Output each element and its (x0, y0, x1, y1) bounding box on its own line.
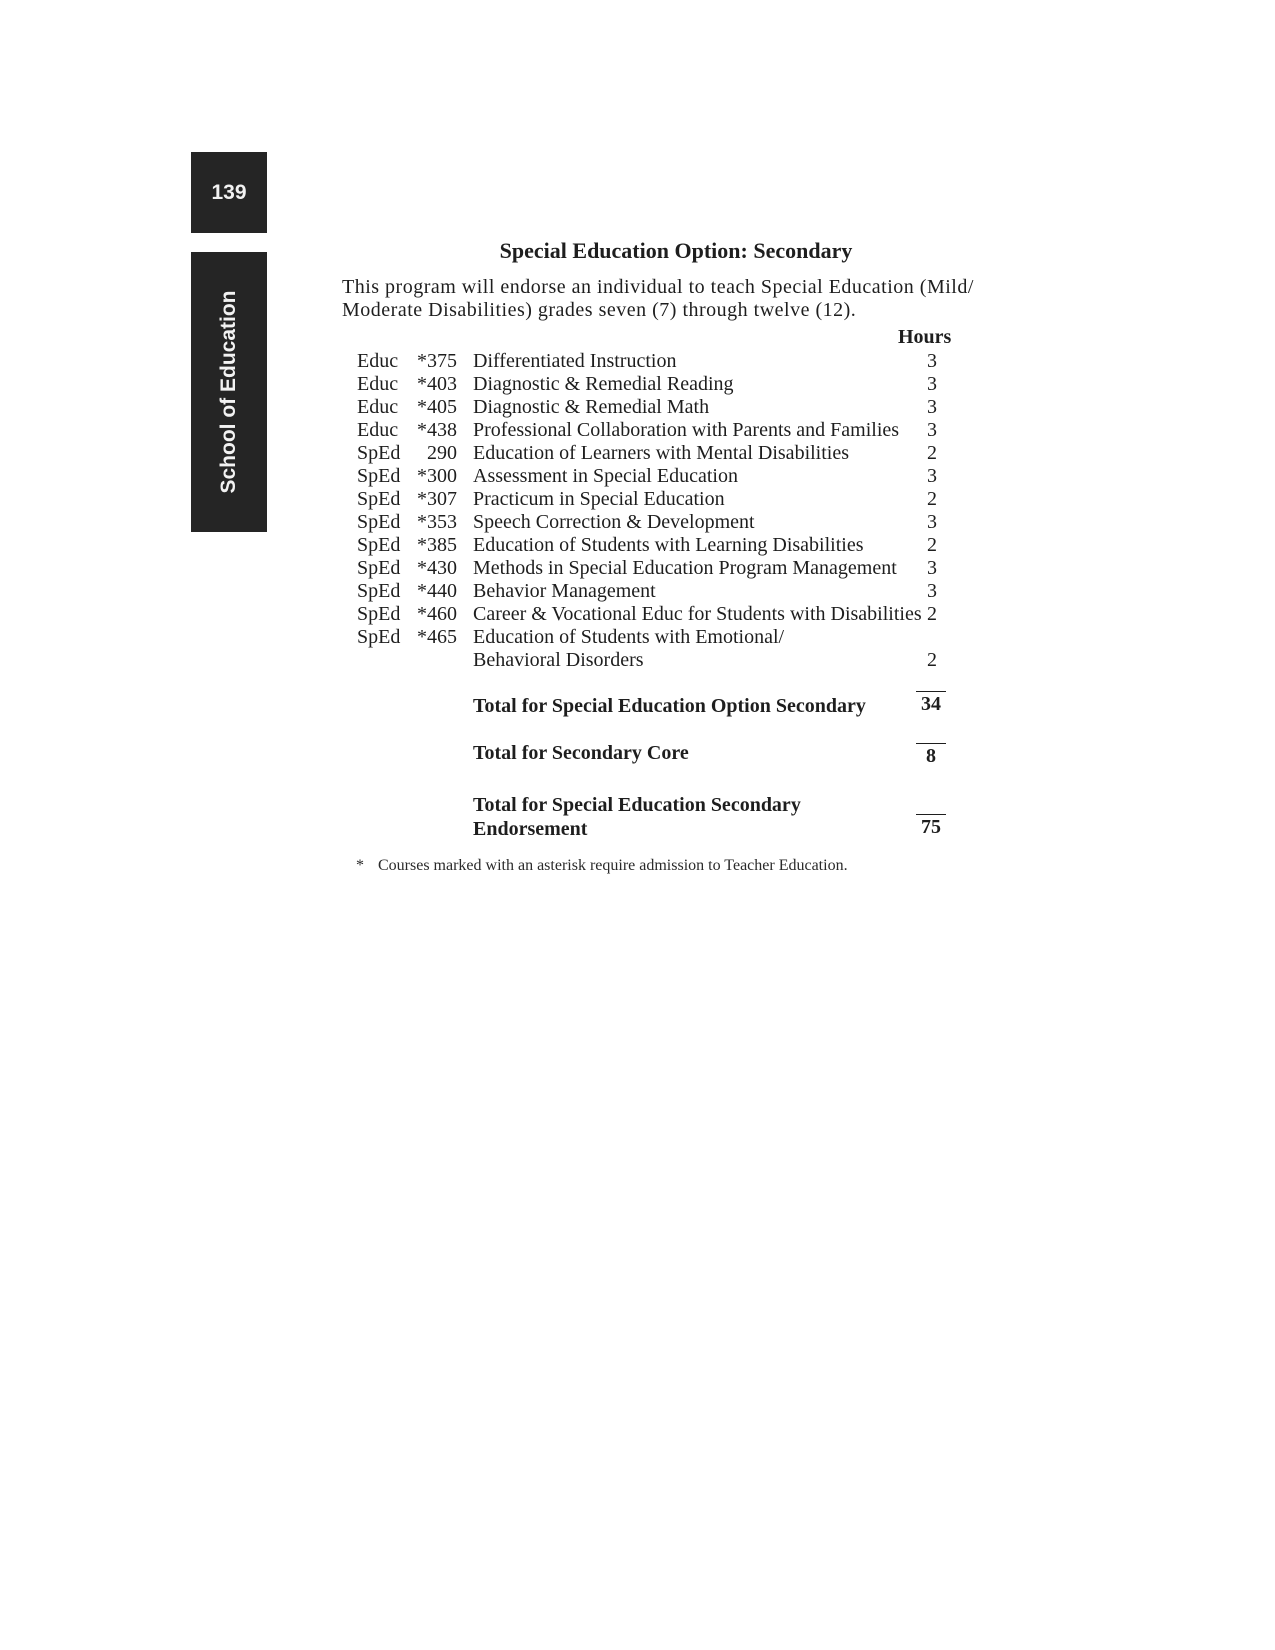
course-number: *465 (417, 626, 457, 648)
course-hours: 3 (927, 580, 937, 602)
course-title: Speech Correction & Development (473, 511, 755, 533)
course-title: Methods in Special Education Program Management (473, 557, 897, 579)
course-title: Education of Learners with Mental Disabilities (473, 442, 850, 464)
course-title: Diagnostic & Remedial Reading (473, 373, 734, 395)
course-hours: 3 (927, 557, 937, 579)
course-dept: SpEd (357, 580, 401, 602)
course-title: Behavior Management (473, 580, 656, 602)
course-title: Diagnostic & Remedial Math (473, 396, 710, 418)
total-value: 8 (916, 743, 946, 768)
course-title: Differentiated Instruction (473, 350, 677, 372)
course-dept: SpEd (357, 488, 401, 510)
course-number: 290 (427, 442, 457, 464)
course-title-continued: Behavioral Disorders (473, 649, 644, 671)
page-number-tab (191, 152, 267, 233)
course-number: *438 (417, 419, 457, 441)
course-title: Career & Vocational Educ for Students with Disabilities (473, 603, 922, 625)
course-number: *375 (417, 350, 457, 372)
course-hours: 2 (927, 603, 937, 625)
course-number: *307 (417, 488, 457, 510)
course-title: Education of Students with Learning Disabilities (473, 534, 864, 556)
intro-paragraph (342, 276, 1022, 322)
course-title: Practicum in Special Education (473, 488, 725, 510)
course-dept: Educ (357, 373, 399, 395)
course-number: *353 (417, 511, 457, 533)
course-dept: SpEd (357, 511, 401, 533)
course-hours: 3 (927, 350, 937, 372)
course-dept: SpEd (357, 534, 401, 556)
course-number: *440 (417, 580, 457, 602)
course-number: *385 (417, 534, 457, 556)
total-label: Total for Special Education Option Secondary (473, 695, 866, 717)
course-hours: 2 (927, 534, 937, 556)
course-hours: 3 (927, 419, 937, 441)
course-dept: SpEd (357, 465, 401, 487)
course-hours: 3 (927, 511, 937, 533)
course-number: *403 (417, 373, 457, 395)
course-hours: 2 (927, 488, 937, 510)
total-value: 75 (916, 814, 946, 839)
hours-column-heading: Hours (898, 326, 952, 348)
course-title: Assessment in Special Education (473, 465, 738, 487)
course-hours: 2 (927, 442, 937, 464)
course-hours: 3 (927, 465, 937, 487)
section-label: School of Education (217, 290, 240, 494)
page-title: Special Education Option: Secondary (499, 238, 853, 263)
course-hours: 2 (927, 649, 937, 671)
course-dept: SpEd (357, 603, 401, 625)
total-label: Total for Secondary Core (473, 742, 689, 764)
course-dept: Educ (357, 350, 399, 372)
footnote (356, 857, 848, 875)
course-number: *430 (417, 557, 457, 579)
course-dept: SpEd (357, 557, 401, 579)
course-title: Education of Students with Emotional/ (473, 626, 785, 648)
course-dept: SpEd (357, 442, 401, 464)
course-number: *405 (417, 396, 457, 418)
total-value: 34 (916, 691, 946, 716)
course-number: *460 (417, 603, 457, 625)
section-tab (191, 252, 267, 532)
intro-line: This program will endorse an individual to teach Special Education (Mild/ (342, 276, 974, 298)
total-label-line: Total for Special Education Secondary (473, 794, 801, 816)
intro-line: Moderate Disabilities) grades seven (7) through twelve (12). (342, 299, 857, 321)
course-dept: SpEd (357, 626, 401, 648)
course-title: Professional Collaboration with Parents and Families (473, 419, 900, 441)
course-number: *300 (417, 465, 457, 487)
total-label-line: Endorsement (473, 818, 588, 840)
footnote-text: Courses marked with an asterisk require admission to Teacher Education. (378, 857, 848, 874)
footnote-mark: * (356, 857, 364, 874)
total-label (473, 793, 873, 841)
page-number: 139 (211, 180, 247, 204)
course-dept: Educ (357, 419, 399, 441)
course-dept: Educ (357, 396, 399, 418)
course-hours: 3 (927, 373, 937, 395)
course-hours: 3 (927, 396, 937, 418)
